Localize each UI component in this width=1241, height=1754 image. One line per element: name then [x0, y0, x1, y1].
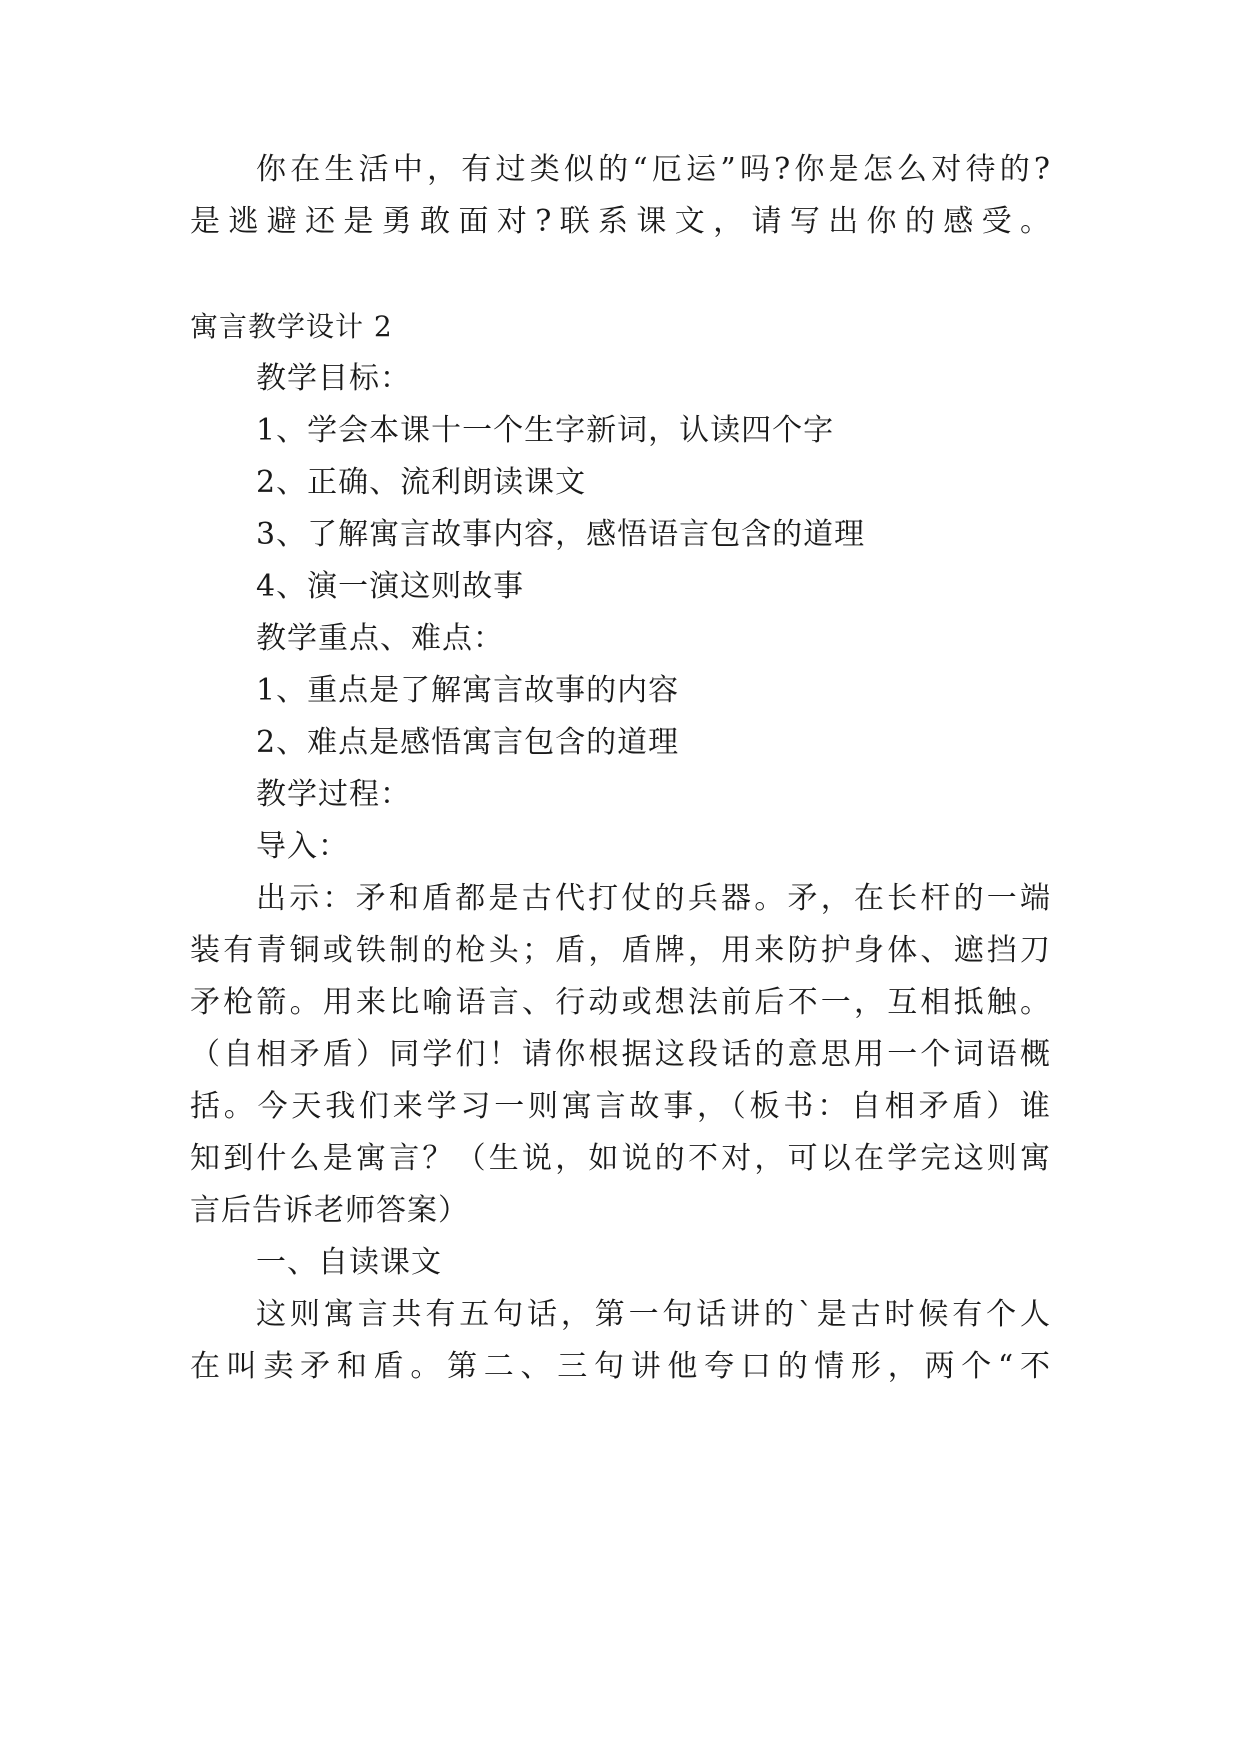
intro-heading: 导入： — [256, 829, 349, 864]
step1-heading: 一、自读课文 — [256, 1245, 442, 1280]
intro-line-1: 你在生活中，有过类似的“厄运”吗?你是怎么对待的? — [256, 152, 1050, 187]
goals-heading: 教学目标： — [256, 361, 411, 396]
intro-paragraph-line-1: 出示：矛和盾都是古代打仗的兵器。矛，在长杆的一端 — [256, 881, 1050, 916]
intro-paragraph-line-4: （自相矛盾）同学们！请你根据这段话的意思用一个词语概 — [190, 1037, 1050, 1072]
key-points-heading: 教学重点、难点： — [256, 621, 504, 656]
intro-paragraph-line-7: 言后告诉老师答案） — [190, 1193, 469, 1228]
section-title: 寓言教学设计 2 — [190, 310, 393, 343]
intro-line-2: 是逃避还是勇敢面对?联系课文，请写出你的感受。 — [190, 204, 1050, 239]
step1-line-2: 在叫卖矛和盾。第二、三句讲他夸口的情形，两个“不 — [190, 1349, 1050, 1384]
goal-item-1: 1、学会本课十一个生字新词，认读四个字 — [256, 413, 835, 448]
step1-line-1: 这则寓言共有五句话，第一句话讲的`是古时候有个人 — [256, 1297, 1050, 1332]
intro-paragraph-line-6: 知到什么是寓言？（生说，如说的不对，可以在学完这则寓 — [190, 1141, 1050, 1176]
intro-paragraph-line-2: 装有青铜或铁制的枪头；盾，盾牌，用来防护身体、遮挡刀 — [190, 933, 1050, 968]
goal-item-4: 4、演一演这则故事 — [256, 569, 525, 604]
key-point-item-2: 2、难点是感悟寓言包含的道理 — [256, 725, 680, 760]
intro-paragraph-line-5: 括。今天我们来学习一则寓言故事，（板书：自相矛盾）谁 — [190, 1089, 1050, 1124]
intro-paragraph-line-3: 矛枪箭。用来比喻语言、行动或想法前后不一，互相抵触。 — [190, 985, 1050, 1020]
goal-item-3: 3、了解寓言故事内容，感悟语言包含的道理 — [256, 517, 866, 552]
key-point-item-1: 1、重点是了解寓言故事的内容 — [256, 673, 680, 708]
process-heading: 教学过程： — [256, 777, 411, 812]
goal-item-2: 2、正确、流利朗读课文 — [256, 465, 587, 500]
